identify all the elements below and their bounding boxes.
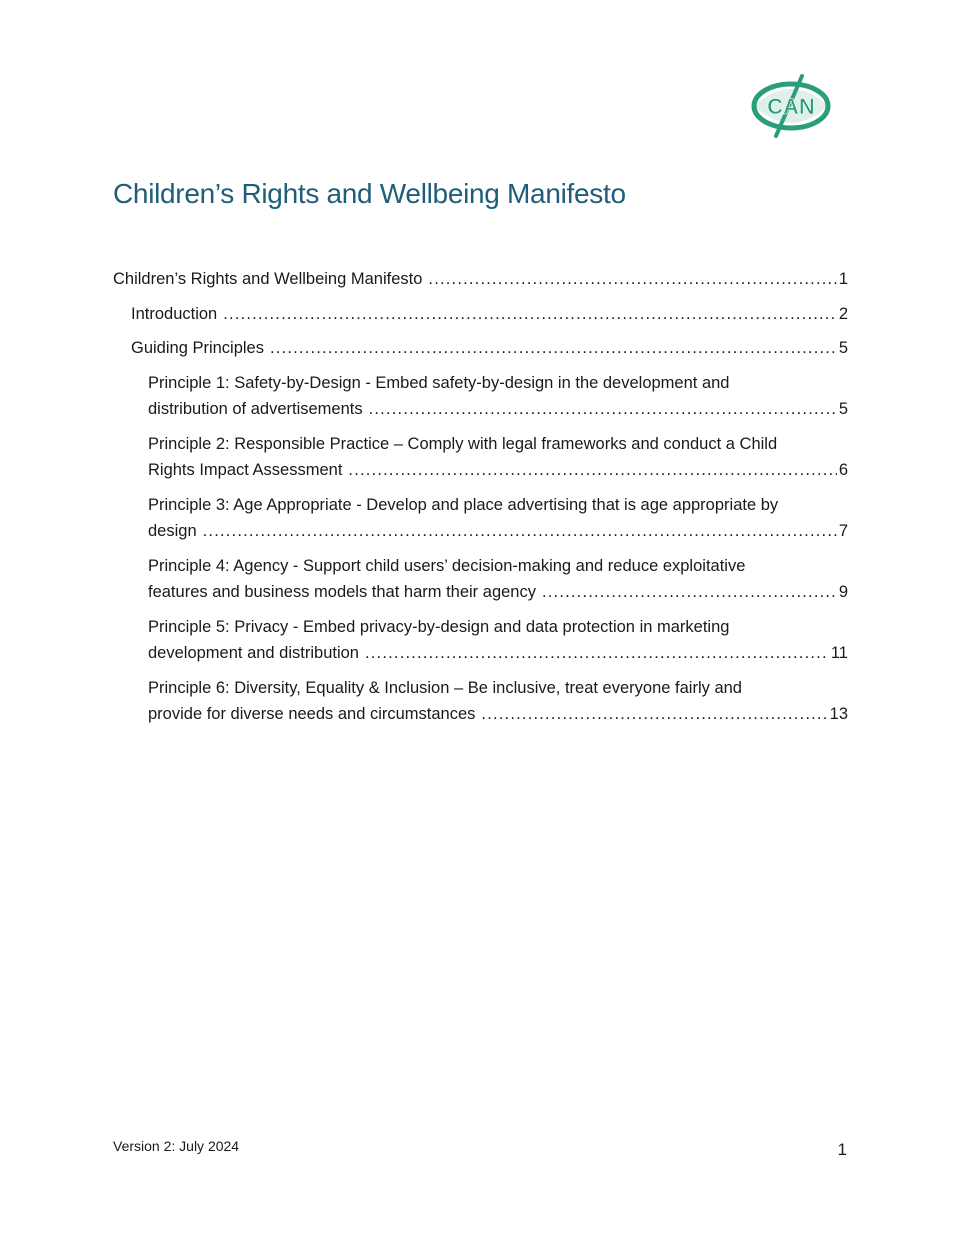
logo-text: CAN	[767, 94, 815, 119]
toc-entry-label-line2: provide for diverse needs and circumstances	[148, 705, 476, 723]
toc-entry-guiding-principles[interactable]	[113, 335, 848, 362]
toc-entry-label-line2: development and distribution	[148, 644, 359, 662]
toc-entry-principle-2[interactable]	[113, 431, 848, 484]
toc-entry-label: Guiding Principles	[131, 339, 264, 357]
can-logo-icon	[750, 74, 832, 138]
toc-page-number: 1	[838, 270, 848, 288]
toc-page-number: 13	[829, 705, 848, 723]
toc-page-number: 11	[830, 644, 848, 662]
toc-entry-principle-1[interactable]	[113, 370, 848, 423]
toc-leader	[428, 266, 836, 293]
toc-leader	[369, 396, 837, 423]
toc-entry-label-line2: design	[148, 522, 197, 540]
toc-leader	[365, 640, 829, 667]
toc-entry-label-line1: Principle 5: Privacy - Embed privacy-by-design and data protection in marketing	[148, 617, 730, 636]
toc-entry-label-line1: Principle 2: Responsible Practice – Comply with legal frameworks and conduct a Child	[148, 434, 778, 453]
toc-entry-principle-4[interactable]	[113, 553, 848, 606]
toc-page-number: 2	[838, 304, 848, 323]
toc-leader	[223, 301, 837, 328]
footer-version: Version 2: July 2024	[113, 1138, 240, 1154]
toc-entry-principle-3[interactable]	[113, 492, 848, 545]
document-title: Children’s Rights and Wellbeing Manifesto	[113, 178, 626, 209]
toc-entry-label-line1: Principle 6: Diversity, Equality & Inclusion – Be inclusive, treat everyone fairly and	[148, 678, 742, 697]
toc-page-number: 9	[838, 583, 848, 601]
toc-page-number: 5	[838, 339, 848, 357]
footer-page-number: 1	[837, 1140, 847, 1159]
toc-entry-principle-6[interactable]	[113, 675, 848, 728]
toc-page-number: 6	[838, 461, 848, 479]
toc-page-number: 7	[838, 522, 848, 540]
toc-leader	[348, 457, 836, 484]
toc-entry-label-line2: Rights Impact Assessment	[148, 461, 343, 479]
toc-leader	[481, 701, 827, 728]
toc-entry-label: Children’s Rights and Wellbeing Manifesto	[113, 270, 423, 288]
toc-entry-introduction[interactable]	[113, 301, 848, 328]
toc-entry-label-line2: features and business models that harm their agency	[148, 583, 536, 601]
toc-entry-label-line2: distribution of advertisements	[148, 400, 363, 418]
toc-leader	[270, 335, 837, 362]
toc-entry-label-line1: Principle 1: Safety-by-Design - Embed safety-by-design in the development and	[148, 373, 730, 392]
toc-entry-manifesto[interactable]	[113, 266, 848, 293]
toc-entry-label-line1: Principle 4: Agency - Support child users’ decision-making and reduce exploitative	[148, 556, 746, 575]
toc-entry-label-line1: Principle 3: Age Appropriate - Develop and place advertising that is age appropriate by	[148, 495, 779, 514]
toc-page-number: 5	[838, 400, 848, 418]
toc-leader	[203, 518, 837, 545]
table-of-contents	[113, 266, 848, 736]
toc-entry-label: Introduction	[131, 304, 218, 323]
toc-entry-principle-5[interactable]	[113, 614, 848, 667]
toc-leader	[542, 579, 837, 606]
